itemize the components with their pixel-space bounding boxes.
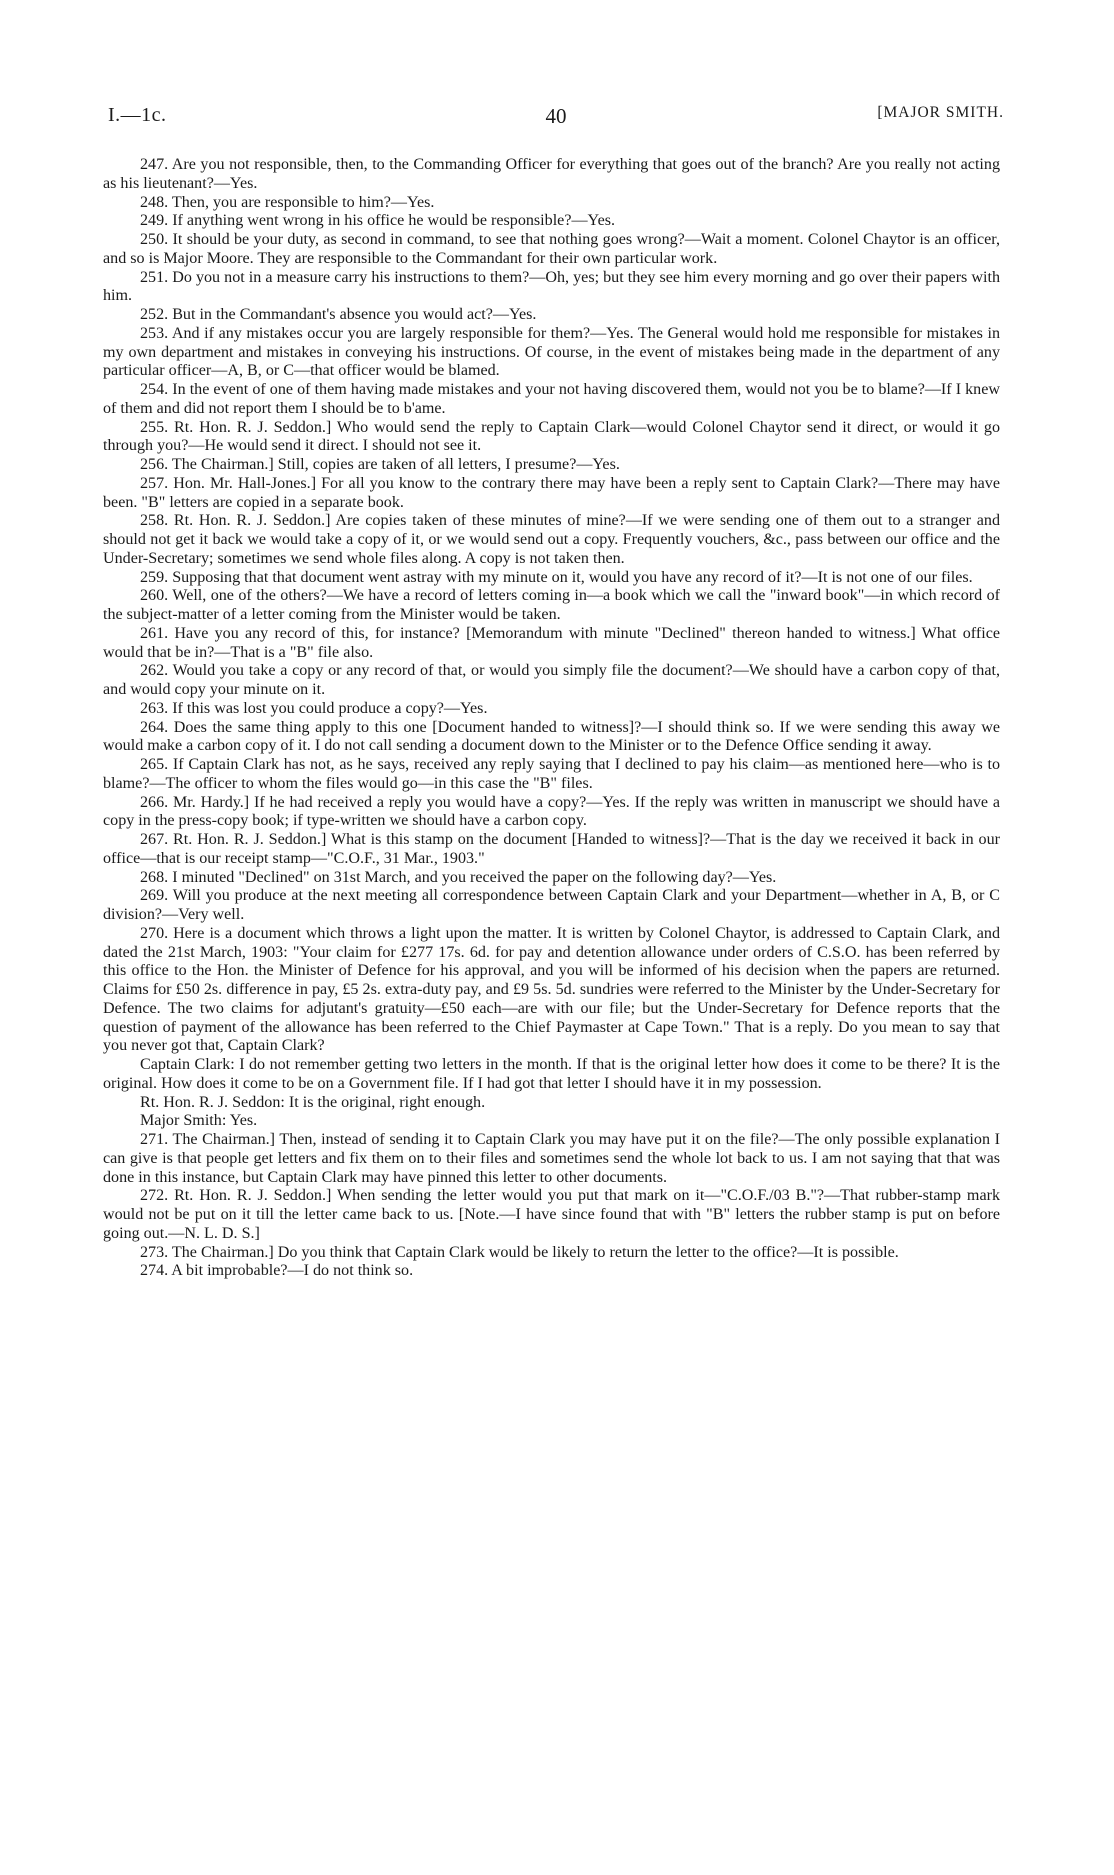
paragraph-267: 267. Rt. Hon. R. J. Seddon.] What is this stamp on the document [Handed to witness]?—That is the day we received it back in our office—that is our receipt stamp—"C.O.F., 31 Mar., 1903." bbox=[103, 831, 1000, 867]
paragraph-258: 258. Rt. Hon. R. J. Seddon.] Are copies taken of these minutes of mine?—If we were sending one of them out to a stranger and should not get it back we would take a copy of it, or we would send out a copy. Frequently vouchers, &c., pass between our office and the Under-Secretary; sometimes we send whole files along. A copy is not taken then. bbox=[103, 512, 1000, 567]
paragraph-252: 252. But in the Commandant's absence you would act?—Yes. bbox=[140, 306, 537, 323]
testimony-body bbox=[103, 156, 1000, 1281]
paragraph-250: 250. It should be your duty, as second in command, to see that nothing goes wrong?—Wait a moment. Colonel Chaytor is an officer, and so is Major Moore. They are responsible to the Commandant for their own particular work. bbox=[103, 231, 1000, 267]
paragraph-269: 269. Will you produce at the next meeting all correspondence between Captain Clark and your Department—whether in A, B, or C division?—Very well. bbox=[103, 887, 1000, 923]
paragraph-257: 257. Hon. Mr. Hall-Jones.] For all you know to the contrary there may have been a reply sent to Captain Clark?—There may have been. "B" letters are copied in a separate book. bbox=[103, 474, 1000, 511]
paragraph-264: 264. Does the same thing apply to this one [Document handed to witness]?—I should think so. If we were sending this away we would make a carbon copy of it. I do not call sending a document down to the Minister or to the Defence Office sending it away. bbox=[103, 718, 1000, 755]
paragraph-247: 247. Are you not responsible, then, to the Commanding Officer for everything that goes out of the branch? Are you really not acting as his lieutenant?—Yes. bbox=[103, 156, 1000, 192]
paragraph-273: 273. The Chairman.] Do you think that Captain Clark would be likely to return the letter to the office?—It is possible. bbox=[140, 1243, 899, 1261]
paragraph-268: 268. I minuted "Declined" on 31st March, and you received the paper on the following day?—Yes. bbox=[140, 868, 777, 886]
paragraph-270: 270. Here is a document which throws a light upon the matter. It is written by Colonel Chaytor, is addressed to Captain Clark, and dated the 21st March, 1903: "Your claim for £277 17s. 6d. for pay and detention allowance under orders of C.S.O. has been referred by this office to the Hon. the Minister of Defence for his approval, and you will be informed of his decision when the papers are returned. Claims for £50 2s. difference in pay, £5 2s. extra-duty pay, and £9 5s. 5d. sundries were referred to the Minister by the Under-Secretary for Defence. The two claims for adjutant's gratuity—£50 each—are with our file; but the Under-Secretary for Defence reports that the question of payment of the allowance has been referred to the Chief Paymaster at Cape Town." That is a reply. Do you mean to say that you never got that, Captain Clark? bbox=[103, 924, 1000, 1055]
paragraph-254: 254. In the event of one of them having made mistakes and your not having discovered them, would not you be to blame?—If I knew of them and did not report them I should be to b'ame. bbox=[103, 381, 1000, 417]
paragraph-272: 272. Rt. Hon. R. J. Seddon.] When sending the letter would you put that mark on it—"C.O.F./03 B."?—That rubber-stamp mark would not be put on it till the letter came back to us. [Note.—I have since found that with "B" letters the rubber stamp is put on before going out.—N. L. D. S.] bbox=[103, 1187, 1000, 1242]
paragraph-248: 248. Then, you are responsible to him?—Yes. bbox=[140, 193, 435, 211]
paragraph-256: 256. The Chairman.] Still, copies are taken of all letters, I presume?—Yes. bbox=[140, 456, 620, 473]
document-reference: I.—1c. bbox=[108, 104, 167, 126]
paragraph-274: 274. A bit improbable?—I do not think so. bbox=[140, 1262, 414, 1280]
paragraph-265: 265. If Captain Clark has not, as he says, received any reply saying that I declined to pay his claim—as mentioned here—who is to blame?—The officer to whom the files would go—in this case the "B" files. bbox=[103, 756, 1000, 792]
paragraph-260: 260. Well, one of the others?—We have a record of letters coming in—a book which we call the "inward book"—in which record of the subject-matter of a letter coming from the Minister would be taken. bbox=[103, 587, 1000, 623]
page-header bbox=[108, 104, 1004, 132]
paragraph-251: 251. Do you not in a measure carry his instructions to them?—Oh, yes; but they see him every morning and go over their papers with him. bbox=[103, 268, 1000, 305]
paragraph-259: 259. Supposing that that document went astray with my minute on it, would you have any record of it?—It is not one of our files. bbox=[140, 568, 973, 586]
witness-heading: [MAJOR SMITH. bbox=[877, 104, 1004, 121]
paragraph-262: 262. Would you take a copy or any record of that, or would you simply file the document?—We should have a carbon copy of that, and would copy your minute on it. bbox=[103, 662, 1000, 698]
paragraph-261: 261. Have you any record of this, for instance? [Memorandum with minute "Declined" thereon handed to witness.] What office would that be in?—That is a "B" file also. bbox=[103, 624, 1000, 661]
paragraph-249: 249. If anything went wrong in his office he would be responsible?—Yes. bbox=[140, 212, 615, 230]
page-number: 40 bbox=[545, 104, 567, 128]
paragraph-seddon: Rt. Hon. R. J. Seddon: It is the original, right enough. bbox=[140, 1093, 486, 1111]
paragraph-263: 263. If this was lost you could produce a copy?—Yes. bbox=[140, 699, 488, 717]
paragraph-271: 271. The Chairman.] Then, instead of sending it to Captain Clark you may have put it on the file?—The only possible explanation I can give is that people get letters and fix them on to their files and sometimes send the whole lot back to us. I am not saying that that was done in this instance, but Captain Clark may have pinned this letter to other documents. bbox=[103, 1131, 1000, 1186]
paragraph-captain-clark: Captain Clark: I do not remember getting two letters in the month. If that is the original letter how does it come to be there? It is the original. How does it come to be on a Government file. If I had got that letter I should have it in my possession. bbox=[103, 1056, 1000, 1092]
paragraph-266: 266. Mr. Hardy.] If he had received a reply you would have a copy?—Yes. If the reply was written in manuscript we should have a copy in the press-copy book; if type-written we should have a carbon copy. bbox=[103, 793, 1000, 830]
paragraph-255: 255. Rt. Hon. R. J. Seddon.] Who would send the reply to Captain Clark—would Colonel Chaytor send it direct, or would it go through you?—He would send it direct. I should not see it. bbox=[103, 418, 1000, 455]
paragraph-major-smith: Major Smith: Yes. bbox=[140, 1112, 258, 1130]
paragraph-253: 253. And if any mistakes occur you are largely responsible for them?—Yes. The General would hold me responsible for mistakes in my own department and mistakes in conveying his instructions. Of course, in the event of mistakes being made in the department of any particular officer—A, B, or C—that officer would be blamed. bbox=[103, 324, 1000, 380]
